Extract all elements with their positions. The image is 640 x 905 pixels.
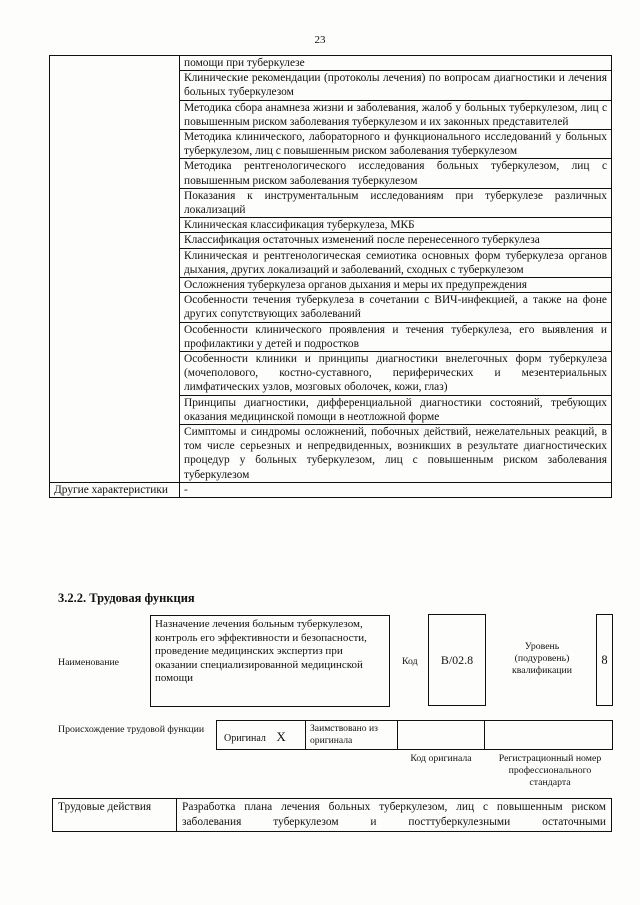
code-label: Код	[402, 656, 418, 667]
knowledge-item: Методика клинического, лабораторного и функционального исследований у больных туберкулезом, лиц с повышенным риском заболевания туберкулезом	[180, 130, 612, 159]
page-number: 23	[314, 34, 326, 46]
knowledge-item: Осложнения туберкулеза органов дыхания и меры их предупреждения	[180, 278, 612, 293]
knowledge-item: Методика рентгенологического исследования больных туберкулезом, лиц с повышенным риском заболевания туберкулезом	[180, 159, 612, 188]
table-row	[50, 482, 612, 497]
section-heading: 3.2.2. Трудовая функция	[58, 591, 195, 605]
code-original-label: Код оригинала	[410, 753, 472, 764]
knowledge-item: Симптомы и синдромы осложнений, побочных действий, нежелательных реакций, в том числе серьезных и непредвиденных, возникших в результате диагностических процедур у больных туберкулезом, лиц с повышенным риском заболевания туберкулезом	[180, 425, 612, 483]
origin-label: Происхождение трудовой функции	[58, 724, 205, 735]
reg-number-cell	[484, 720, 613, 750]
knowledge-item: помощи при туберкулезе	[180, 56, 612, 71]
knowledge-item: Методика сбора анамнеза жизни и заболевания, жалоб у больных туберкулезом, лиц с повышенным риском заболевания туберкулезом и их законных представителей	[180, 100, 612, 129]
original-cell	[216, 720, 306, 750]
actions-label: Трудовые действия	[53, 799, 177, 832]
actions-text: Разработка плана лечения больных туберкулезом, лиц с повышенным риском заболевания туберкулезом и посттуберкулезными остаточными	[177, 799, 612, 832]
knowledge-item: Принципы диагностики, дифференциальной диагностики состояний, требующих оказания медицинской помощи в неотложной форме	[180, 395, 612, 424]
function-name-box: Назначение лечения больным туберкулезом, контроль его эффективности и безопасности, проведение медицинских экспертиз при оказании специализированной медицинской помощи	[150, 615, 390, 707]
knowledge-item: Особенности течения туберкулеза в сочетании с ВИЧ-инфекцией, а также на фоне других сопутствующих заболеваний	[180, 293, 612, 322]
name-label: Наименование	[58, 657, 120, 668]
original-mark: X	[276, 729, 286, 744]
table-row	[53, 799, 612, 832]
knowledge-item: Особенности клиники и принципы диагностики внелегочных форм туберкулеза (мочеполового, костно-суставного, периферических и мезентериальных лимфатических узлов, мозговых оболочек, кожи, глаз)	[180, 352, 612, 396]
knowledge-table	[49, 55, 612, 498]
original-label: Оригинал	[224, 733, 266, 744]
knowledge-item: Клиническая классификация туберкулеза, МКБ	[180, 218, 612, 233]
knowledge-item: Показания к инструментальным исследованиям при туберкулезе различных локализаций	[180, 188, 612, 217]
left-empty-cell	[50, 56, 180, 483]
knowledge-item: Клиническая и рентгенологическая семиотика основных форм туберкулеза органов дыхания, других локализаций и заболеваний, сходных с туберкулезом	[180, 248, 612, 277]
code-value-box: B/02.8	[428, 614, 486, 706]
reg-number-label: Регистрационный номер профессионального стандарта	[498, 753, 602, 788]
other-characteristics-value: -	[180, 482, 612, 497]
borrowed-cell: Заимствовано из оригинала	[305, 720, 398, 750]
table-row	[50, 56, 612, 71]
knowledge-item: Классификация остаточных изменений после перенесенного туберкулеза	[180, 233, 612, 248]
level-label: Уровень (подуровень) квалификации	[511, 641, 573, 676]
knowledge-item: Клинические рекомендации (протоколы лечения) по вопросам диагностики и лечения больных туберкулезом	[180, 71, 612, 100]
other-characteristics-label: Другие характеристики	[50, 482, 180, 497]
knowledge-item: Особенности клинического проявления и течения туберкулеза, его выявления и профилактики у детей и подростков	[180, 322, 612, 351]
code-original-cell	[397, 720, 485, 750]
actions-table	[52, 798, 612, 832]
level-value-box: 8	[596, 614, 613, 706]
